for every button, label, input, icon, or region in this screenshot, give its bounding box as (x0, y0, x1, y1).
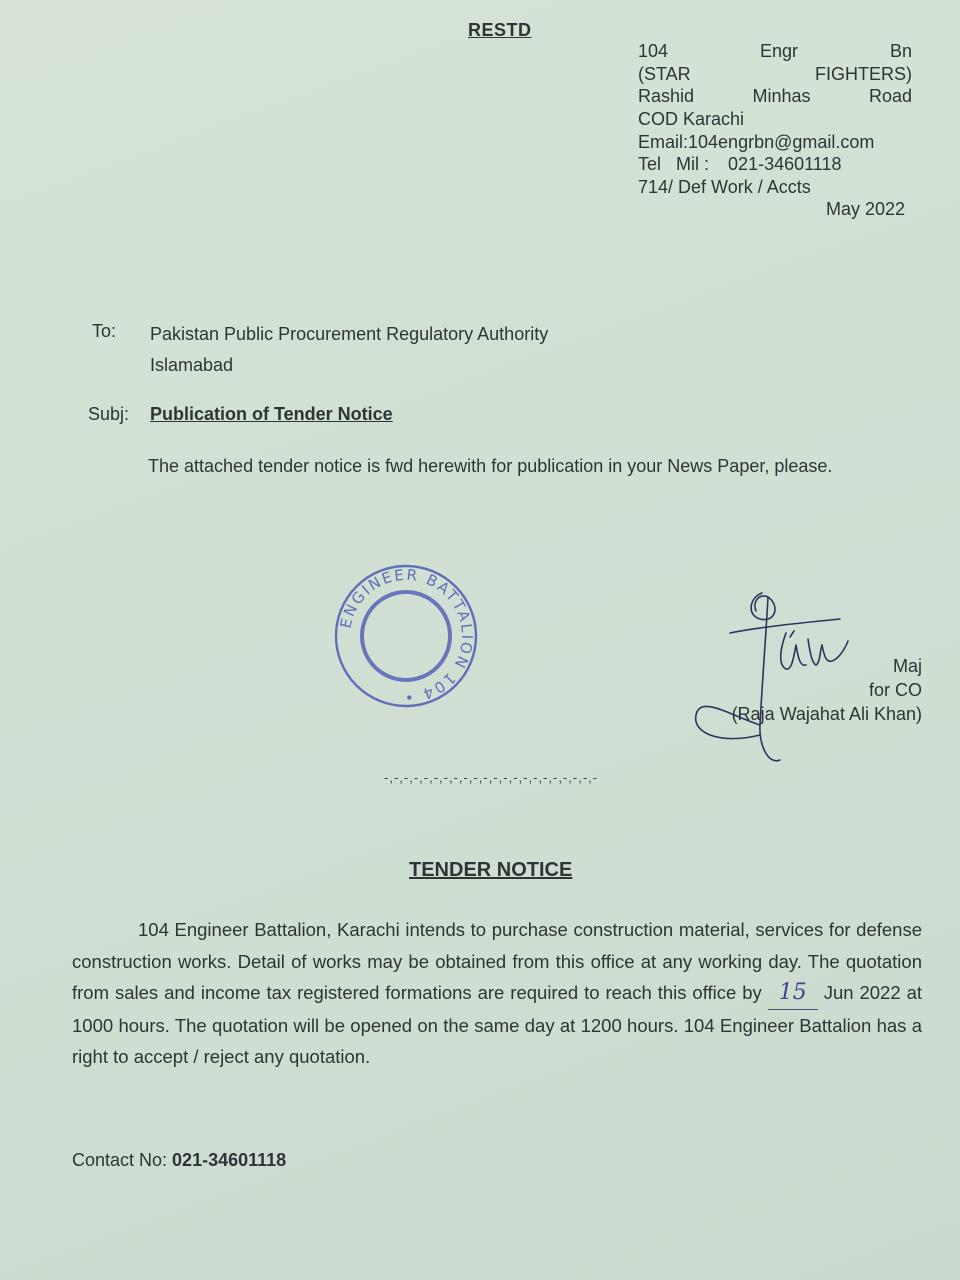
recipient-label: To: (92, 321, 117, 341)
forwarding-paragraph: The attached tender notice is fwd herewith for publication in your News Paper, please. (148, 456, 833, 476)
recipient-line-1: Pakistan Public Procurement Regulatory Authority (150, 324, 549, 344)
signatory-rank: Maj (892, 656, 922, 676)
handwritten-deadline-day: 15 (768, 977, 818, 1010)
subject-label: Subj: (88, 404, 130, 424)
address-line-email: Email:104engrbn@gmail.com (638, 131, 875, 152)
tender-body-text-2: Jun 2022 at 1000 hours. The quotation will be opened on the same day at 1200 hours. 104 Engineer Battalion has a right to accept / reject any quotation. (72, 982, 922, 1068)
section-separator: -,-,-,-,-,-,-,-,-,-,-,-,-,-,-,-,-,-,-,-,-,- (384, 770, 599, 785)
address-line-unit: 104 Engr Bn (638, 41, 912, 61)
classification-marking: RESTD (468, 20, 532, 40)
recipient-line-2: Islamabad (150, 355, 234, 375)
sender-address (638, 40, 912, 199)
address-line-phone: Tel Mil : 021-34601118 (638, 154, 842, 175)
address-line-city: COD Karachi (638, 109, 745, 130)
contact-number: 021-34601118 (172, 1150, 287, 1170)
letter-date: May 2022 (826, 199, 906, 219)
subject-text: Publication of Tender Notice (150, 404, 393, 424)
address-line-nickname: (STAR FIGHTERS) (638, 63, 912, 84)
signatory-capacity: for CO (868, 680, 922, 700)
tender-body-text-1: 104 Engineer Battalion, Karachi intends to purchase construction material, services for defense construction works. Detail of works may be obtained from this office at any working day. The quotation from sales and income tax registered formations are required to reach this office by (72, 919, 922, 1004)
tender-notice-title: TENDER NOTICE (409, 859, 573, 881)
signature-block (732, 654, 922, 726)
signatory-name: (Raja Wajahat Ali Khan) (731, 704, 922, 724)
file-reference: 714/ Def Work / Accts (638, 177, 811, 198)
battalion-stamp (332, 562, 480, 710)
contact-label: Contact No: (72, 1150, 173, 1170)
tender-notice-body (72, 914, 922, 1073)
svg-text:ENGINEER BATTALION 104 •: ENGINEER BATTALION 104 • (336, 565, 477, 707)
recipient-address (150, 319, 548, 381)
address-line-road: Rashid Minhas Road (638, 86, 912, 107)
contact-line (72, 1150, 286, 1171)
